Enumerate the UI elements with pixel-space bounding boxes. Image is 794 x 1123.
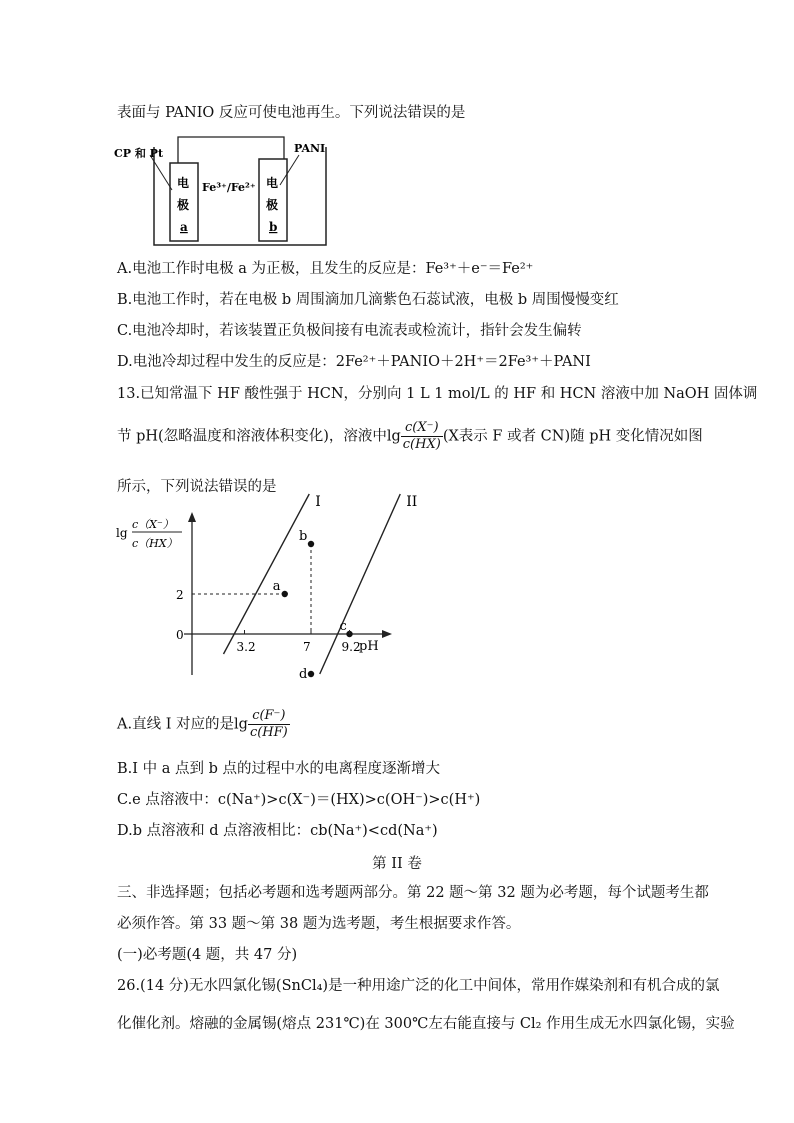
cell-diagram: [114, 135, 344, 250]
q13-line-2: [117, 420, 703, 453]
q12-option-d: D.电池冷却过程中发生的反应是：2Fe²⁺＋PANIO＋2H⁺＝2Fe³⁺＋PANI: [117, 354, 591, 370]
q13-lg: lg: [386, 428, 401, 445]
required-heading: (一)必考题(4 题，共 47 分): [117, 947, 298, 963]
section3-line-2: 必须作答。第 33 题～第 38 题为选考题，考生根据要求作答。: [117, 916, 521, 932]
section-title: 第 II 卷: [372, 856, 422, 872]
q12-option-a: A.电池工作时电极 a 为正极，且发生的反应是：Fe³⁺＋e⁻＝Fe²⁺: [117, 261, 534, 277]
point-b: [308, 541, 314, 547]
q13-line-2-post: (X表示 F 或者 CN)随 pH 变化情况如图: [442, 428, 703, 445]
chart-ylabel-den: c（HX）: [132, 537, 178, 550]
point-label-b: b: [299, 529, 308, 544]
point-a: [282, 591, 288, 597]
q13-option-d: D.b 点溶液和 d 点溶液相比：cb(Na⁺)<cd(Na⁺): [117, 823, 438, 839]
point-d: [308, 671, 314, 677]
xtick-label-7: 7: [303, 640, 311, 654]
chart-ylabel-num: c（X⁻）: [132, 518, 174, 531]
point-label-d: d: [299, 667, 308, 682]
q13-option-a-fraction: [248, 708, 290, 741]
q26-line-2: 化催化剂。熔融的金属锡(熔点 231℃)在 300℃左右能直接与 Cl₂ 作用生成无水四氯化锡，实验: [117, 1016, 735, 1032]
q13-option-c: C.e 点溶液中：c(Na⁺)>c(X⁻)＝(HX)>c(OH⁻)>c(H⁺): [117, 792, 481, 808]
series-line-I: [224, 494, 310, 654]
series-label-II: II: [406, 494, 418, 510]
electrode-b-char-2: 极: [266, 198, 279, 212]
point-label-a: a: [272, 579, 281, 594]
section3-line-1: 三、非选择题；包括必考题和选考题两部分。第 22 题～第 32 题为必考题，每个试题考生都: [117, 885, 709, 901]
q13-line-3: 所示，下列说法错误的是: [117, 479, 277, 495]
q13-option-b: B.I 中 a 点到 b 点的过程中水的电离程度逐渐增大: [117, 761, 440, 777]
q13-frac-den: c(HX): [402, 437, 441, 452]
q13-fraction: [401, 420, 443, 453]
q13-option-a-num: c(F⁻): [248, 708, 290, 725]
intro-text: 表面与 PANIO 反应可使电池再生。下列说法错误的是: [117, 105, 466, 121]
q13-option-a-pre: A.直线 I 对应的是: [117, 716, 235, 733]
cell-label-right: PANI: [294, 142, 326, 155]
q13-frac-num: c(X⁻): [401, 420, 443, 437]
q13-line-2-pre: 节 pH(忽略温度和溶液体积变化)，溶液中: [117, 428, 387, 445]
series-label-I: I: [315, 494, 321, 510]
ph-chart: [114, 494, 418, 682]
electrode-a-char-1: 电: [177, 176, 190, 190]
xtick-label-9.2: 9.2: [341, 640, 361, 654]
ytick-label-2: 2: [176, 588, 184, 602]
q13-option-a-lg: lg: [234, 716, 248, 733]
electrode-b-char-3: b: [269, 220, 278, 234]
cell-electrolyte: Fe³⁺/Fe²⁺: [202, 181, 256, 194]
point-label-c: c: [339, 619, 347, 634]
ytick-label-0: 0: [176, 628, 184, 642]
electrode-a-char-2: 极: [177, 198, 190, 212]
cell-label-left: CP 和 Pt: [114, 147, 164, 160]
electrode-a-char-3: a: [180, 220, 188, 234]
q13-option-a-den: c(HF): [249, 725, 288, 740]
q13-option-a: [117, 708, 290, 741]
chart-ylabel-lg: lg: [116, 526, 128, 540]
xtick-label-3.2: 3.2: [236, 640, 256, 654]
chart-xlabel: pH: [359, 639, 379, 654]
q12-option-c: C.电池冷却时，若该装置正负极间接有电流表或检流计，指针会发生偏转: [117, 323, 582, 339]
q26-line-1: 26.(14 分)无水四氯化锡(SnCl₄)是一种用途广泛的化工中间体，常用作媒染剂和有机合成的氯: [117, 978, 720, 994]
q12-option-b: B.电池工作时，若在电极 b 周围滴加几滴紫色石蕊试液，电极 b 周围慢慢变红: [117, 292, 619, 308]
q13-line-1: 13.已知常温下 HF 酸性强于 HCN，分别向 1 L 1 mol/L 的 HF 和 HCN 溶液中加 NaOH 固体调: [117, 386, 758, 402]
electrode-b-char-1: 电: [266, 176, 279, 190]
